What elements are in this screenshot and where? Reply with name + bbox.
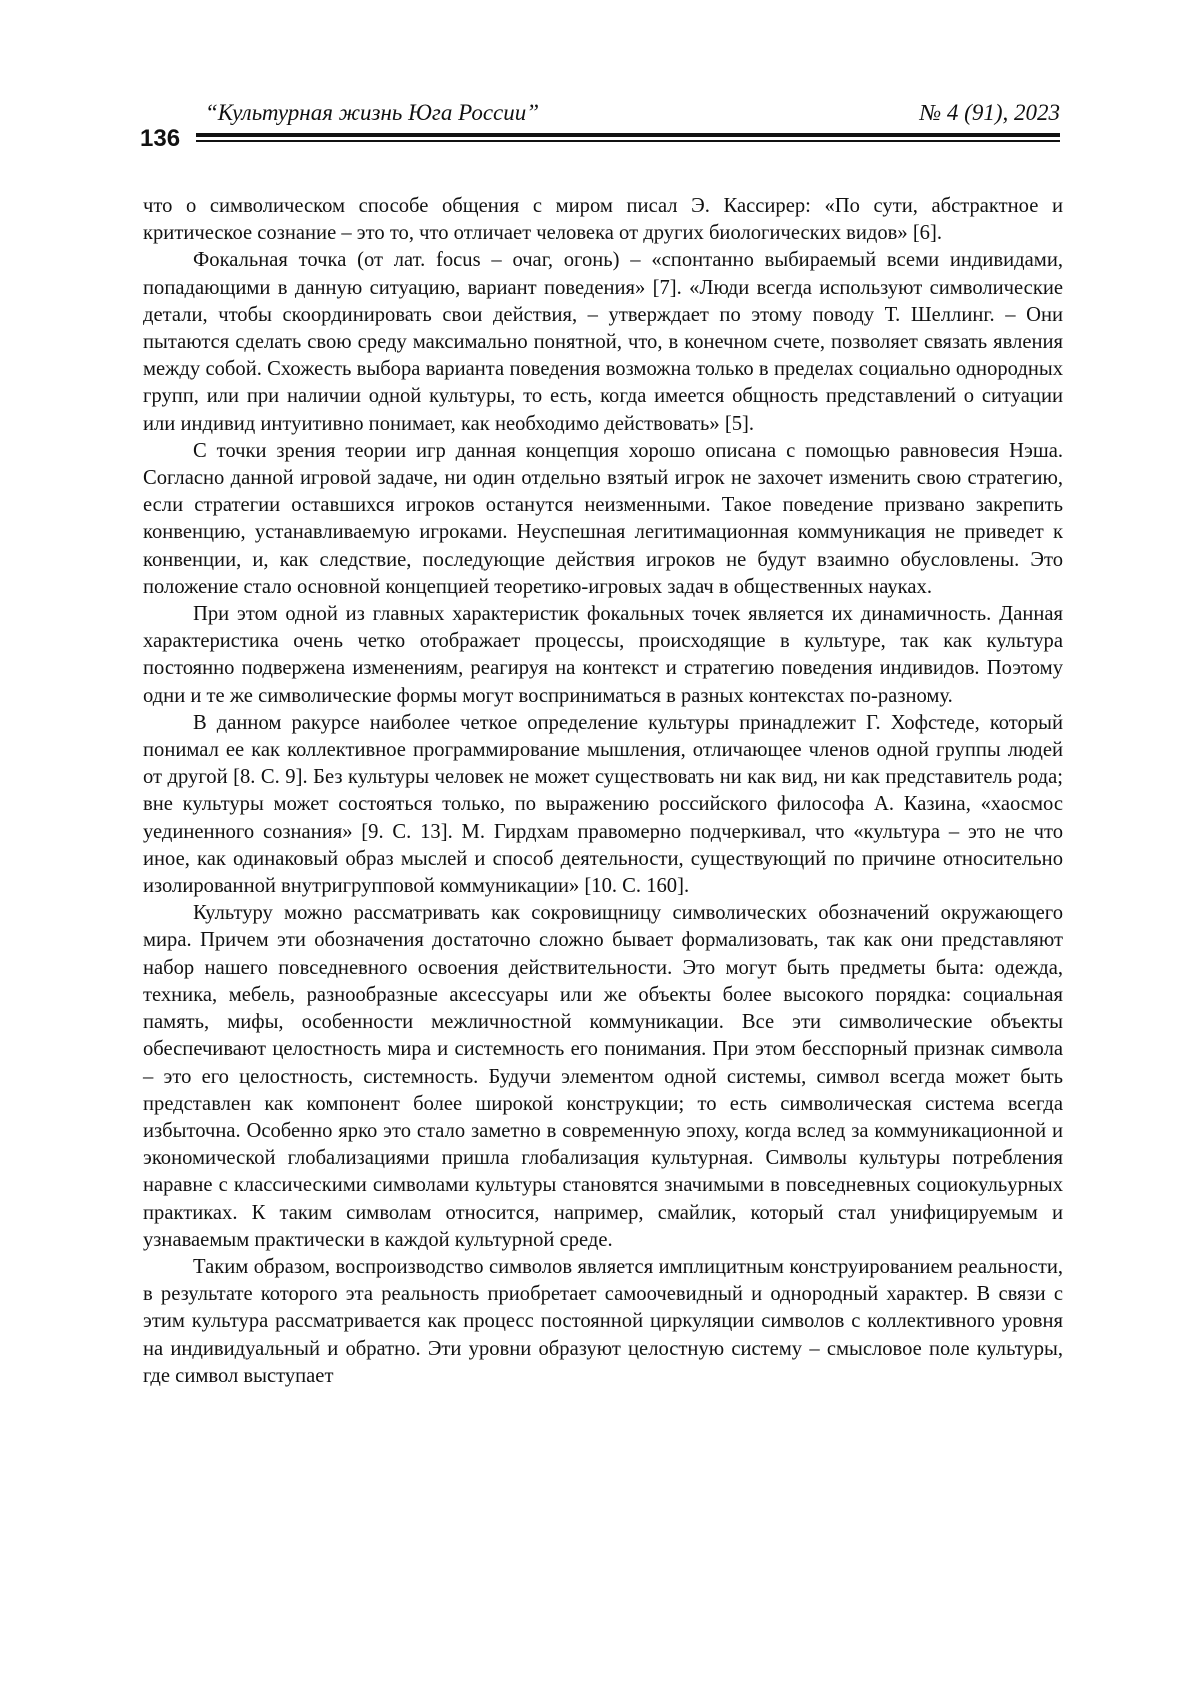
- journal-title: “Культурная жизнь Юга России”: [205, 100, 539, 126]
- header-rule-thin: [196, 140, 1060, 142]
- header-rule-thick: [196, 133, 1060, 137]
- journal-page: [0, 0, 1200, 1698]
- article-body: [143, 193, 1063, 1390]
- issue-number: № 4 (91), 2023: [919, 100, 1060, 126]
- paragraph: Фокальная точка (от лат. focus – очаг, огонь) – «спонтанно выбираемый всеми индивидами, попадающими в данную ситуацию, вариант поведения» [7]. «Люди всегда используют символические детали, чтобы скоординировать свои действия, – утверждает по этому поводу Т. Шеллинг. – Они пытаются сделать свою среду максимально понятной, что, в конечном счете, позволяет связать явления между собой. Схожесть выбора варианта поведения возможна только в пределах социально однородных групп, или при наличии одной культуры, то есть, когда имеется общность представлений о ситуации или индивид интуитивно понимает, как необходимо действовать» [5].: [143, 247, 1063, 437]
- paragraph: В данном ракурсе наиболее четкое определение культуры принадлежит Г. Хофстеде, который понимал ее как коллективное программирование мышления, отличающее членов одной группы людей от другой [8. С. 9]. Без культуры человек не может существовать ни как вид, ни как представитель рода; вне культуры может состояться только, по выражению российского философа А. Казина, «хаосмос уединенного сознания» [9. С. 13]. М. Гирдхам правомерно подчеркивал, что «культура – это не что иное, как одинаковый образ мыслей и способ деятельности, существующий по причине относительно изолированной внутригрупповой коммуникации» [10. С. 160].: [143, 710, 1063, 900]
- paragraph: С точки зрения теории игр данная концепция хорошо описана с помощью равновесия Нэша. Согласно данной игровой задаче, ни один отдельно взятый игрок не захочет изменить свою стратегию, если стратегии оставшихся игроков останутся неизменными. Такое поведение призвано закрепить конвенцию, устанавливаемую игроками. Неуспешная легитимационная коммуникация не приведет к конвенции, и, как следствие, последующие действия игроков не будут взаимно обусловлены. Это положение стало основной концепцией теоретико-игровых задач в общественных науках.: [143, 438, 1063, 601]
- page-number: 136: [140, 127, 180, 151]
- paragraph-continuation: что о символическом способе общения с миром писал Э. Кассирер: «По сути, абстрактное и критическое сознание – это то, что отличает человека от других биологических видов» [6].: [143, 193, 1063, 247]
- paragraph: Таким образом, воспроизводство символов является имплицитным конструированием реальности, в результате которого эта реальность приобретает самоочевидный и однородный характер. В связи с этим культура рассматривается как процесс постоянной циркуляции символов с коллективного уровня на индивидуальный и обратно. Эти уровни образуют целостную систему – смысловое поле культуры, где символ выступает: [143, 1254, 1063, 1390]
- paragraph: При этом одной из главных характеристик фокальных точек является их динамичность. Данная характеристика очень четко отображает процессы, происходящие в культуре, так как культура постоянно подвержена изменениям, реагируя на контекст и стратегию поведения индивидов. Поэтому одни и те же символические формы могут восприниматься в разных контекстах по-разному.: [143, 601, 1063, 710]
- paragraph: Культуру можно рассматривать как сокровищницу символических обозначений окружающего мира. Причем эти обозначения достаточно сложно бывает формализовать, так как они представляют набор нашего повседневного освоения действительности. Это могут быть предметы быта: одежда, техника, мебель, разнообразные аксессуары или же объекты более высокого порядка: социальная память, мифы, особенности межличностной коммуникации. Все эти символические объекты обеспечивают целостность мира и системность его понимания. При этом бесспорный признак символа – это его целостность, системность. Будучи элементом одной системы, символ всегда может быть представлен как компонент более широкой конструкции; то есть символическая система всегда избыточна. Особенно ярко это стало заметно в современную эпоху, когда вслед за коммуникационной и экономической глобализациями пришла глобализация культурная. Символы культуры потребления наравне с классическими символами культуры становятся значимыми в повседневных социокульурных практиках. К таким символам относится, например, смайлик, который стал унифицируемым и узнаваемым практически в каждой культурной среде.: [143, 900, 1063, 1254]
